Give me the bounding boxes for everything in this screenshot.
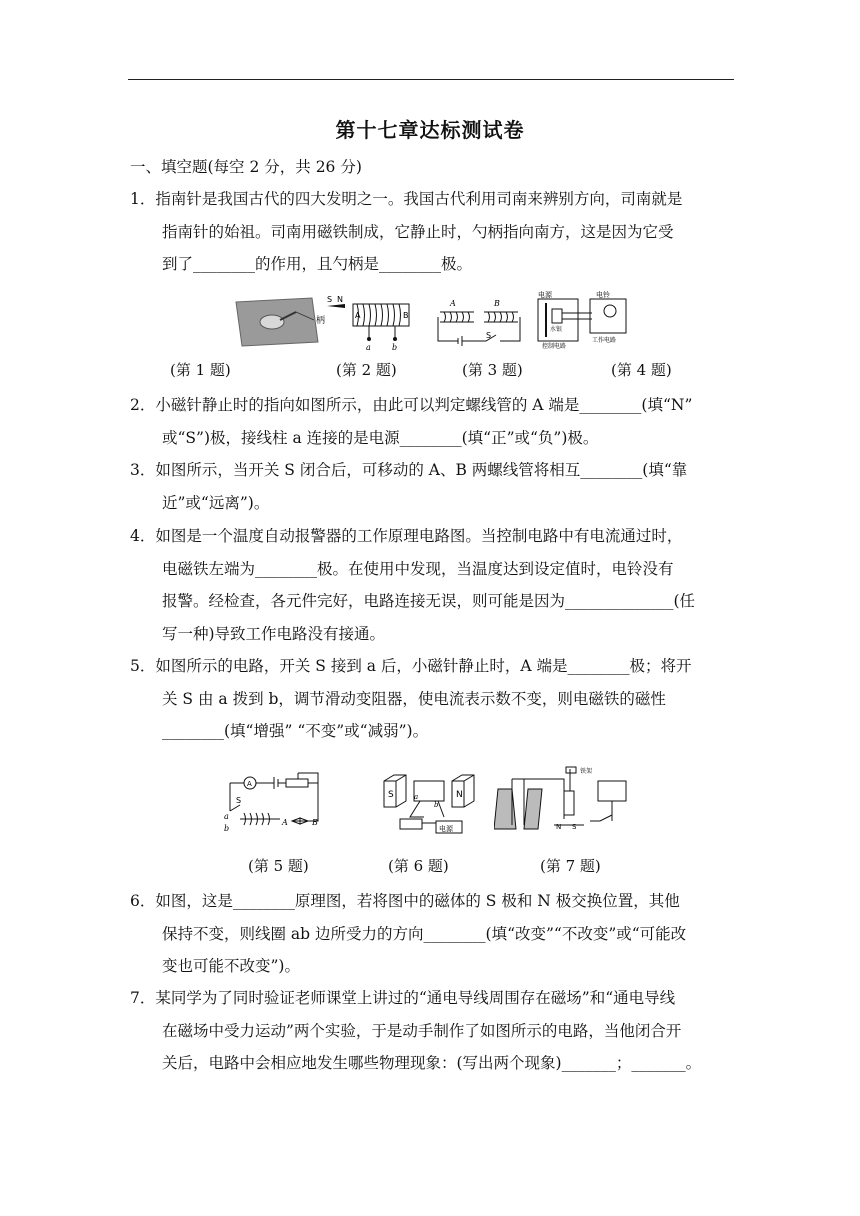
question-line: 写一种)导致工作电路没有接通。	[162, 624, 386, 643]
figure-label: A	[282, 818, 288, 827]
figure-label: S	[388, 790, 394, 800]
figure-label: N	[556, 823, 562, 831]
figure-label: 电源	[439, 825, 453, 833]
question-line: 报警。经检查，各元件完好，电路连接无误，则可能是因为______________(任	[162, 592, 696, 610]
question-line: 4．如图是一个温度自动报警器的工作原理电路图。当控制电路中有电流通过时，	[130, 527, 683, 545]
figure-label: 电源	[538, 291, 552, 299]
figure-label: b	[434, 801, 439, 809]
figure-caption: (第 2 题)	[336, 361, 397, 379]
figure-3-two-solenoids	[432, 296, 526, 348]
section-heading: 一、填空题(每空 2 分，共 26 分)	[130, 158, 362, 176]
question-line: ________(填“增强” “不变”或“减弱”)。	[162, 722, 429, 740]
figure-caption: (第 4 题)	[611, 361, 672, 379]
question-line: 电磁铁左端为________极。在使用中发现，当温度达到设定值时，电铃没有	[162, 559, 674, 578]
figure-label: b	[392, 343, 398, 352]
figure-4-alarm-circuit	[534, 289, 630, 349]
figure-label: B	[494, 299, 500, 308]
figure-6-motor-principle	[380, 773, 480, 839]
question-7	[130, 982, 736, 1080]
question-line: 7．某同学为了同时验证老师课堂上讲过的“通电导线周围存在磁场”和“通电导线	[130, 989, 676, 1007]
figure-caption: (第 1 题)	[170, 361, 231, 379]
question-line: 关 S 由 a 拨到 b，调节滑动变阻器，使电流表示数不变，则电磁铁的磁性	[162, 689, 666, 708]
figure-label: b	[224, 824, 230, 833]
figure-label: S	[486, 331, 492, 340]
header-rule	[128, 79, 734, 80]
figure-label: A	[247, 780, 252, 788]
figure-7-combined-experiment	[494, 765, 634, 839]
figure-caption: (第 5 题)	[248, 857, 309, 875]
figure-label: B	[403, 311, 409, 320]
figure-1-sinan	[232, 296, 332, 348]
figure-label: a	[224, 812, 229, 821]
figure-label: A	[450, 299, 456, 308]
figure-caption: (第 3 题)	[462, 361, 523, 379]
question-line: 到了________的作用，且勺柄是________极。	[162, 255, 473, 273]
figure-label: B	[312, 818, 318, 827]
figure-label: N	[456, 790, 463, 800]
question-line: 3．如图所示，当开关 S 闭合后，可移动的 A、B 两螺线管将相互________(填“靠	[130, 461, 688, 479]
question-line: 指南针的始祖。司南用磁铁制成，它静止时，勺柄指向南方，这是因为它受	[162, 222, 674, 241]
figure-label: 水银	[550, 326, 563, 333]
question-line: 1．指南针是我国古代的四大发明之一。我国古代利用司南来辨别方向，司南就是	[130, 190, 683, 208]
question-line: 2．小磁针静止时的指向如图所示，由此可以判定螺线管的 A 端是________(填“N”	[130, 396, 693, 414]
figure-label: 控制电路	[542, 343, 567, 349]
question-2	[130, 389, 736, 454]
figure-label: 柄	[316, 316, 326, 326]
question-3	[130, 454, 736, 519]
question-5	[130, 650, 736, 748]
figure-label: 铁架	[580, 768, 593, 775]
figure-2-solenoid	[325, 292, 417, 352]
question-line: 或“S”)极，接线柱 a 连接的是电源________(填“正”或“负”)极。	[162, 428, 599, 447]
figure-label: S	[327, 295, 333, 304]
page-title: 第十七章达标测试卷	[335, 118, 525, 142]
question-line: 5．如图所示的电路，开关 S 接到 a 后，小磁针静止时，A 端是________极；将开	[130, 657, 692, 675]
figure-label: a	[414, 793, 419, 801]
figure-label: A	[355, 311, 361, 320]
figure-label: a	[366, 343, 371, 352]
figure-label: S	[236, 796, 242, 805]
question-line: 6．如图，这是________原理图，若将图中的磁体的 S 极和 N 极交换位置，其他	[130, 892, 680, 910]
question-line: 在磁场中受力运动”两个实验，于是动手制作了如图所示的电路，当他闭合开	[162, 1021, 682, 1040]
question-6	[130, 885, 736, 983]
figure-5-electromagnet-circuit	[222, 769, 326, 837]
question-line: 近”或“远离”)。	[162, 493, 270, 512]
figure-label: 工作电路	[592, 337, 617, 344]
question-line: 关后，电路中会相应地发生哪些物理现象：(写出两个现象)_______；_______。	[162, 1054, 702, 1072]
question-4	[130, 520, 736, 650]
question-line: 变也可能不改变”)。	[162, 957, 300, 975]
figure-label: N	[337, 295, 343, 304]
figure-caption: (第 6 题)	[388, 857, 449, 875]
figure-label: 电铃	[596, 291, 610, 299]
figure-label: S	[572, 823, 577, 831]
question-line: 保持不变，则线圈 ab 边所受力的方向________(填“改变”“不改变”或“可能改	[162, 924, 687, 943]
figure-caption: (第 7 题)	[540, 857, 601, 875]
question-1	[130, 183, 736, 281]
